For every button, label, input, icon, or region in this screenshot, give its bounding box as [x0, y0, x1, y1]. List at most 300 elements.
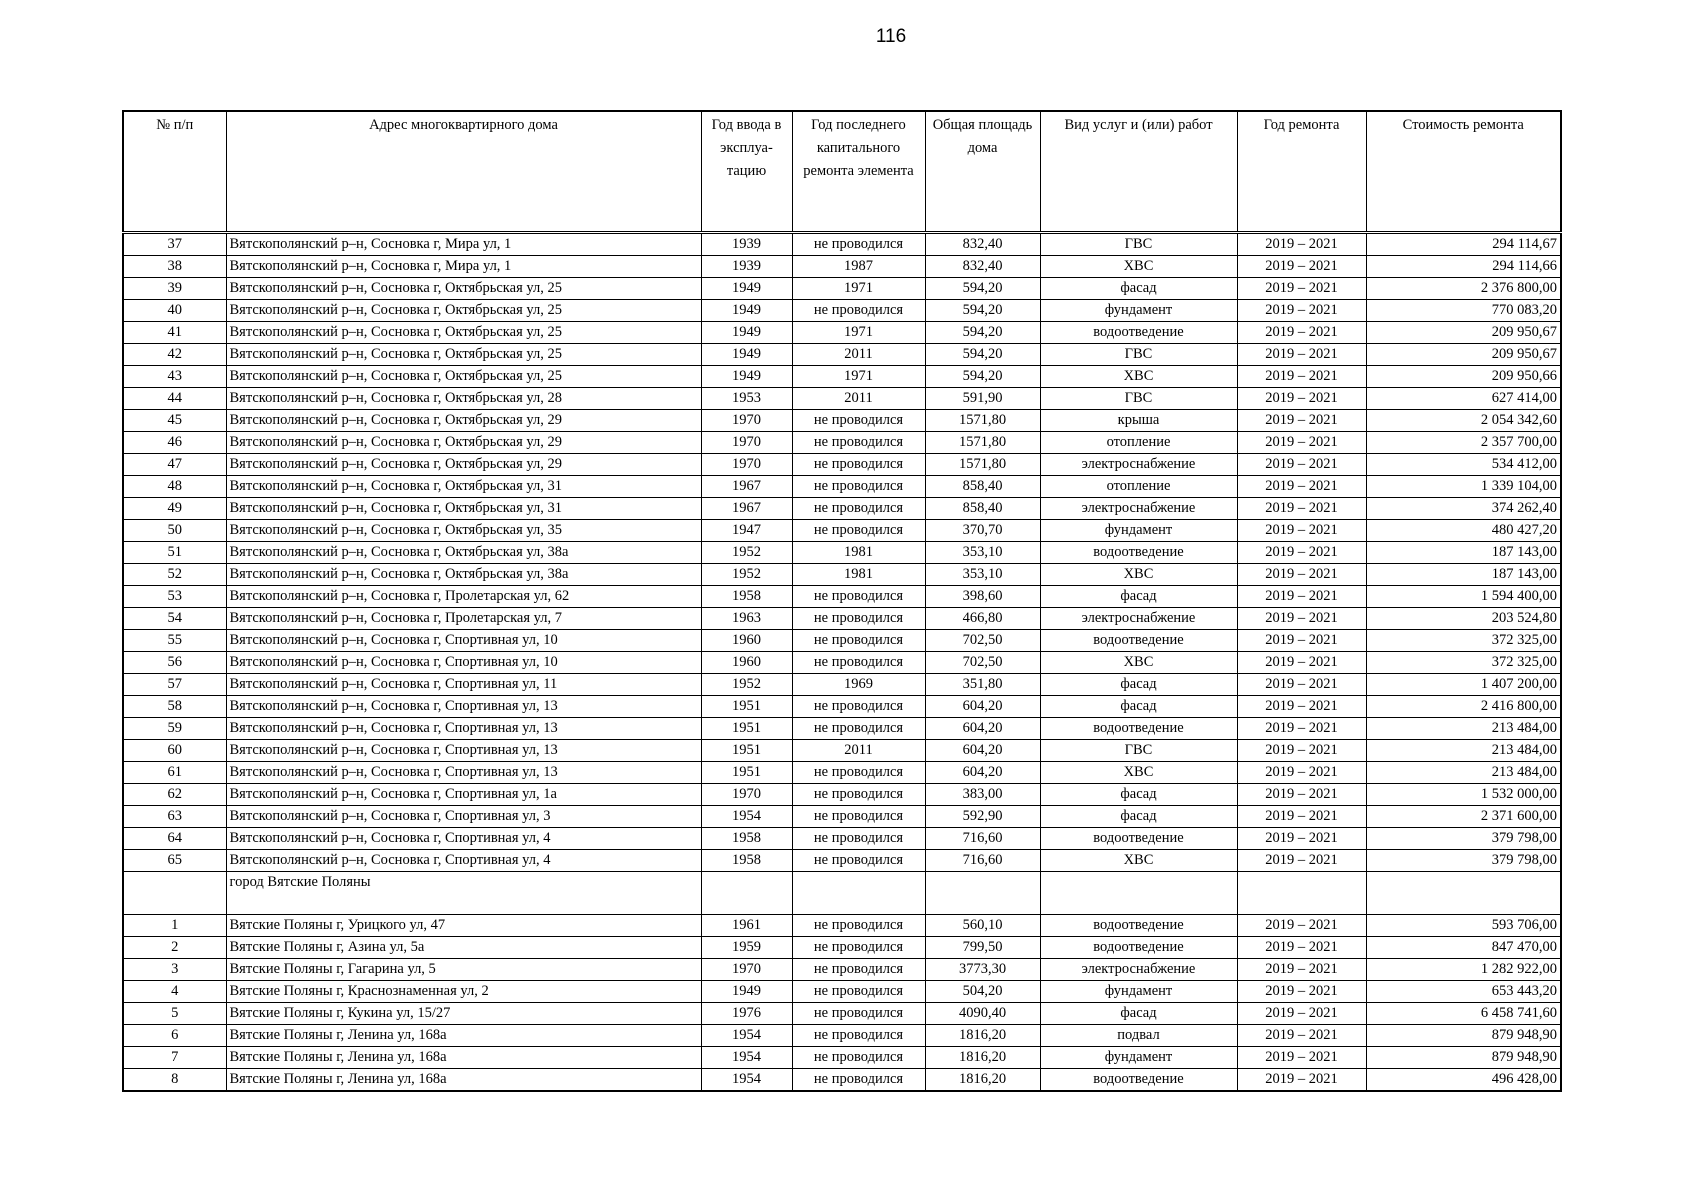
- row-commission-year: 1947: [701, 520, 792, 542]
- row-repair-period: 2019 – 2021: [1237, 278, 1366, 300]
- row-address: Вятские Поляны г, Ленина ул, 168а: [226, 1069, 701, 1092]
- table-row: [123, 959, 1561, 981]
- row-address: Вятскополянский р–н, Сосновка г, Октябрьская ул, 38а: [226, 564, 701, 586]
- row-total-area: 594,20: [925, 366, 1040, 388]
- row-commission-year: 1951: [701, 696, 792, 718]
- table-row: [123, 608, 1561, 630]
- row-repair-period: 2019 – 2021: [1237, 652, 1366, 674]
- row-repair-period: 2019 – 2021: [1237, 608, 1366, 630]
- row-last-repair-year: не проводился: [792, 410, 925, 432]
- row-last-repair-year: не проводился: [792, 498, 925, 520]
- row-repair-cost: 1 407 200,00: [1366, 674, 1561, 696]
- row-work-type: отопление: [1040, 432, 1237, 454]
- row-work-type: ГВС: [1040, 388, 1237, 410]
- row-total-area: 832,40: [925, 256, 1040, 278]
- row-address: Вятскополянский р–н, Сосновка г, Спортивная ул, 4: [226, 828, 701, 850]
- row-repair-cost: 209 950,67: [1366, 344, 1561, 366]
- section-empty-cell: [792, 872, 925, 915]
- row-last-repair-year: не проводился: [792, 981, 925, 1003]
- table-row: [123, 233, 1561, 256]
- row-work-type: водоотведение: [1040, 828, 1237, 850]
- row-commission-year: 1958: [701, 850, 792, 872]
- row-last-repair-year: 1987: [792, 256, 925, 278]
- row-number: 51: [123, 542, 226, 564]
- row-repair-cost: 627 414,00: [1366, 388, 1561, 410]
- table-row: [123, 981, 1561, 1003]
- row-repair-period: 2019 – 2021: [1237, 454, 1366, 476]
- row-repair-period: 2019 – 2021: [1237, 828, 1366, 850]
- table-row: [123, 696, 1561, 718]
- table-row: [123, 366, 1561, 388]
- row-repair-cost: 2 357 700,00: [1366, 432, 1561, 454]
- row-address: Вятские Поляны г, Ленина ул, 168а: [226, 1025, 701, 1047]
- row-repair-cost: 213 484,00: [1366, 740, 1561, 762]
- row-repair-period: 2019 – 2021: [1237, 981, 1366, 1003]
- row-work-type: фасад: [1040, 1003, 1237, 1025]
- row-repair-period: 2019 – 2021: [1237, 784, 1366, 806]
- section-empty-cell: [123, 872, 226, 915]
- row-address: Вятскополянский р–н, Сосновка г, Октябрьская ул, 25: [226, 344, 701, 366]
- section-empty-cell: [1237, 872, 1366, 915]
- row-work-type: ХВС: [1040, 564, 1237, 586]
- row-repair-cost: 209 950,67: [1366, 322, 1561, 344]
- table-row: [123, 388, 1561, 410]
- row-commission-year: 1954: [701, 1025, 792, 1047]
- row-work-type: фасад: [1040, 696, 1237, 718]
- table-row: [123, 586, 1561, 608]
- row-commission-year: 1939: [701, 233, 792, 256]
- table-row: [123, 806, 1561, 828]
- row-last-repair-year: 1981: [792, 542, 925, 564]
- row-repair-period: 2019 – 2021: [1237, 476, 1366, 498]
- row-work-type: фундамент: [1040, 1047, 1237, 1069]
- row-last-repair-year: не проводился: [792, 696, 925, 718]
- row-total-area: 4090,40: [925, 1003, 1040, 1025]
- row-work-type: отопление: [1040, 476, 1237, 498]
- row-repair-period: 2019 – 2021: [1237, 718, 1366, 740]
- row-address: Вятскополянский р–н, Сосновка г, Октябрьская ул, 31: [226, 476, 701, 498]
- row-number: 4: [123, 981, 226, 1003]
- row-last-repair-year: 2011: [792, 740, 925, 762]
- row-work-type: электроснабжение: [1040, 498, 1237, 520]
- row-repair-cost: 1 532 000,00: [1366, 784, 1561, 806]
- row-total-area: 604,20: [925, 696, 1040, 718]
- row-total-area: 1816,20: [925, 1069, 1040, 1092]
- row-total-area: 702,50: [925, 652, 1040, 674]
- row-repair-period: 2019 – 2021: [1237, 674, 1366, 696]
- row-number: 61: [123, 762, 226, 784]
- header-last-repair-year: Год последнего капитального ремонта элемента: [792, 111, 925, 233]
- row-total-area: 799,50: [925, 937, 1040, 959]
- header-commission-year: Год ввода в эксплуа- тацию: [701, 111, 792, 233]
- row-total-area: 591,90: [925, 388, 1040, 410]
- row-number: 50: [123, 520, 226, 542]
- row-number: 62: [123, 784, 226, 806]
- row-address: Вятскополянский р–н, Сосновка г, Октябрьская ул, 28: [226, 388, 701, 410]
- row-last-repair-year: не проводился: [792, 915, 925, 937]
- row-number: 46: [123, 432, 226, 454]
- row-work-type: подвал: [1040, 1025, 1237, 1047]
- row-address: Вятские Поляны г, Гагарина ул, 5: [226, 959, 701, 981]
- row-number: 45: [123, 410, 226, 432]
- row-number: 56: [123, 652, 226, 674]
- row-last-repair-year: не проводился: [792, 959, 925, 981]
- row-number: 49: [123, 498, 226, 520]
- row-number: 58: [123, 696, 226, 718]
- row-last-repair-year: не проводился: [792, 300, 925, 322]
- row-number: 2: [123, 937, 226, 959]
- row-last-repair-year: 1971: [792, 278, 925, 300]
- row-repair-cost: 2 376 800,00: [1366, 278, 1561, 300]
- row-number: 55: [123, 630, 226, 652]
- row-address: Вятскополянский р–н, Сосновка г, Спортивная ул, 3: [226, 806, 701, 828]
- row-address: Вятскополянский р–н, Сосновка г, Спортивная ул, 13: [226, 696, 701, 718]
- header-work-type: Вид услуг и (или) работ: [1040, 111, 1237, 233]
- row-work-type: фасад: [1040, 586, 1237, 608]
- row-repair-cost: 1 339 104,00: [1366, 476, 1561, 498]
- row-commission-year: 1949: [701, 981, 792, 1003]
- row-commission-year: 1967: [701, 498, 792, 520]
- row-number: 53: [123, 586, 226, 608]
- table-row: [123, 542, 1561, 564]
- row-work-type: ГВС: [1040, 740, 1237, 762]
- section-empty-cell: [701, 872, 792, 915]
- row-number: 63: [123, 806, 226, 828]
- row-address: Вятскополянский р–н, Сосновка г, Спортивная ул, 4: [226, 850, 701, 872]
- row-total-area: 3773,30: [925, 959, 1040, 981]
- row-commission-year: 1949: [701, 300, 792, 322]
- row-work-type: водоотведение: [1040, 322, 1237, 344]
- table-row: [123, 915, 1561, 937]
- row-address: Вятские Поляны г, Кукина ул, 15/27: [226, 1003, 701, 1025]
- row-repair-cost: 372 325,00: [1366, 652, 1561, 674]
- table-row: [123, 1069, 1561, 1092]
- row-repair-period: 2019 – 2021: [1237, 366, 1366, 388]
- row-work-type: ГВС: [1040, 233, 1237, 256]
- row-number: 6: [123, 1025, 226, 1047]
- row-total-area: 351,80: [925, 674, 1040, 696]
- row-last-repair-year: 1969: [792, 674, 925, 696]
- row-work-type: водоотведение: [1040, 542, 1237, 564]
- row-work-type: фасад: [1040, 806, 1237, 828]
- row-address: Вятскополянский р–н, Сосновка г, Октябрьская ул, 25: [226, 278, 701, 300]
- row-repair-period: 2019 – 2021: [1237, 388, 1366, 410]
- row-commission-year: 1967: [701, 476, 792, 498]
- row-work-type: водоотведение: [1040, 915, 1237, 937]
- row-repair-cost: 534 412,00: [1366, 454, 1561, 476]
- row-repair-cost: 2 054 342,60: [1366, 410, 1561, 432]
- row-repair-cost: 2 416 800,00: [1366, 696, 1561, 718]
- row-number: 54: [123, 608, 226, 630]
- row-repair-cost: 213 484,00: [1366, 718, 1561, 740]
- table-row: [123, 564, 1561, 586]
- row-total-area: 604,20: [925, 740, 1040, 762]
- row-commission-year: 1970: [701, 784, 792, 806]
- row-number: 48: [123, 476, 226, 498]
- row-address: Вятскополянский р–н, Сосновка г, Октябрьская ул, 35: [226, 520, 701, 542]
- table-row: [123, 344, 1561, 366]
- row-repair-cost: 879 948,90: [1366, 1025, 1561, 1047]
- table-row: [123, 784, 1561, 806]
- row-number: 5: [123, 1003, 226, 1025]
- repair-register-table: [122, 110, 1562, 1092]
- row-number: 64: [123, 828, 226, 850]
- row-number: 60: [123, 740, 226, 762]
- row-commission-year: 1963: [701, 608, 792, 630]
- row-work-type: ХВС: [1040, 850, 1237, 872]
- row-number: 43: [123, 366, 226, 388]
- row-work-type: водоотведение: [1040, 937, 1237, 959]
- row-total-area: 370,70: [925, 520, 1040, 542]
- row-last-repair-year: не проводился: [792, 1069, 925, 1092]
- row-last-repair-year: не проводился: [792, 652, 925, 674]
- row-total-area: 504,20: [925, 981, 1040, 1003]
- table-row: [123, 454, 1561, 476]
- row-total-area: 604,20: [925, 718, 1040, 740]
- row-last-repair-year: 1981: [792, 564, 925, 586]
- row-total-area: 1571,80: [925, 432, 1040, 454]
- table-row: [123, 740, 1561, 762]
- table-row: [123, 1047, 1561, 1069]
- row-repair-cost: 2 371 600,00: [1366, 806, 1561, 828]
- row-commission-year: 1951: [701, 762, 792, 784]
- header-repair-period: Год ремонта: [1237, 111, 1366, 233]
- row-repair-period: 2019 – 2021: [1237, 432, 1366, 454]
- header-address: Адрес многоквартирного дома: [226, 111, 701, 233]
- row-commission-year: 1960: [701, 652, 792, 674]
- table-row: [123, 630, 1561, 652]
- row-address: Вятскополянский р–н, Сосновка г, Октябрьская ул, 31: [226, 498, 701, 520]
- row-number: 65: [123, 850, 226, 872]
- table-row: [123, 300, 1561, 322]
- row-repair-cost: 1 282 922,00: [1366, 959, 1561, 981]
- section-header-row: [123, 872, 1561, 915]
- row-number: 8: [123, 1069, 226, 1092]
- row-repair-cost: 770 083,20: [1366, 300, 1561, 322]
- row-commission-year: 1954: [701, 806, 792, 828]
- row-last-repair-year: не проводился: [792, 233, 925, 256]
- row-commission-year: 1952: [701, 542, 792, 564]
- row-commission-year: 1954: [701, 1069, 792, 1092]
- row-commission-year: 1952: [701, 564, 792, 586]
- row-commission-year: 1949: [701, 366, 792, 388]
- header-number: № п/п: [123, 111, 226, 233]
- row-repair-period: 2019 – 2021: [1237, 542, 1366, 564]
- row-commission-year: 1951: [701, 718, 792, 740]
- row-repair-cost: 294 114,67: [1366, 233, 1561, 256]
- row-address: Вятскополянский р–н, Сосновка г, Октябрьская ул, 38а: [226, 542, 701, 564]
- row-address: Вятскополянский р–н, Сосновка г, Мира ул, 1: [226, 233, 701, 256]
- row-repair-period: 2019 – 2021: [1237, 520, 1366, 542]
- row-last-repair-year: не проводился: [792, 476, 925, 498]
- table-row: [123, 476, 1561, 498]
- row-total-area: 858,40: [925, 476, 1040, 498]
- row-repair-cost: 209 950,66: [1366, 366, 1561, 388]
- row-work-type: электроснабжение: [1040, 959, 1237, 981]
- row-address: Вятскополянский р–н, Сосновка г, Октябрьская ул, 29: [226, 410, 701, 432]
- row-address: Вятскополянский р–н, Сосновка г, Спортивная ул, 13: [226, 718, 701, 740]
- row-commission-year: 1951: [701, 740, 792, 762]
- table-row: [123, 828, 1561, 850]
- row-commission-year: 1953: [701, 388, 792, 410]
- table-row: [123, 850, 1561, 872]
- table-row: [123, 674, 1561, 696]
- row-commission-year: 1959: [701, 937, 792, 959]
- row-work-type: электроснабжение: [1040, 608, 1237, 630]
- row-total-area: 560,10: [925, 915, 1040, 937]
- table-row: [123, 1025, 1561, 1047]
- row-last-repair-year: не проводился: [792, 828, 925, 850]
- section-empty-cell: [1040, 872, 1237, 915]
- row-address: Вятскополянский р–н, Сосновка г, Пролетарская ул, 7: [226, 608, 701, 630]
- row-total-area: 1571,80: [925, 454, 1040, 476]
- row-address: Вятскополянский р–н, Сосновка г, Спортивная ул, 13: [226, 740, 701, 762]
- row-number: 44: [123, 388, 226, 410]
- row-commission-year: 1949: [701, 278, 792, 300]
- row-last-repair-year: не проводился: [792, 454, 925, 476]
- row-last-repair-year: не проводился: [792, 520, 925, 542]
- row-address: Вятскополянский р–н, Сосновка г, Спортивная ул, 1а: [226, 784, 701, 806]
- row-last-repair-year: 2011: [792, 344, 925, 366]
- row-repair-period: 2019 – 2021: [1237, 1003, 1366, 1025]
- row-work-type: водоотведение: [1040, 630, 1237, 652]
- row-last-repair-year: не проводился: [792, 432, 925, 454]
- row-address: Вятские Поляны г, Краснознаменная ул, 2: [226, 981, 701, 1003]
- row-last-repair-year: не проводился: [792, 630, 925, 652]
- row-repair-period: 2019 – 2021: [1237, 410, 1366, 432]
- row-repair-cost: 187 143,00: [1366, 542, 1561, 564]
- row-total-area: 832,40: [925, 233, 1040, 256]
- row-work-type: водоотведение: [1040, 1069, 1237, 1092]
- row-last-repair-year: не проводился: [792, 850, 925, 872]
- row-total-area: 716,60: [925, 828, 1040, 850]
- row-work-type: фасад: [1040, 278, 1237, 300]
- row-commission-year: 1952: [701, 674, 792, 696]
- row-work-type: ГВС: [1040, 344, 1237, 366]
- row-number: 1: [123, 915, 226, 937]
- section-empty-cell: [925, 872, 1040, 915]
- row-repair-period: 2019 – 2021: [1237, 1025, 1366, 1047]
- row-work-type: фундамент: [1040, 981, 1237, 1003]
- row-repair-cost: 203 524,80: [1366, 608, 1561, 630]
- row-repair-period: 2019 – 2021: [1237, 630, 1366, 652]
- row-last-repair-year: 2011: [792, 388, 925, 410]
- row-repair-period: 2019 – 2021: [1237, 762, 1366, 784]
- row-number: 57: [123, 674, 226, 696]
- row-repair-cost: 372 325,00: [1366, 630, 1561, 652]
- row-repair-cost: 847 470,00: [1366, 937, 1561, 959]
- row-last-repair-year: не проводился: [792, 1047, 925, 1069]
- row-repair-period: 2019 – 2021: [1237, 806, 1366, 828]
- row-commission-year: 1976: [701, 1003, 792, 1025]
- row-total-area: 353,10: [925, 542, 1040, 564]
- row-repair-period: 2019 – 2021: [1237, 498, 1366, 520]
- row-repair-period: 2019 – 2021: [1237, 1047, 1366, 1069]
- row-commission-year: 1949: [701, 344, 792, 366]
- row-repair-cost: 653 443,20: [1366, 981, 1561, 1003]
- row-commission-year: 1970: [701, 410, 792, 432]
- row-commission-year: 1960: [701, 630, 792, 652]
- row-number: 3: [123, 959, 226, 981]
- page-number: 116: [875, 26, 907, 47]
- row-total-area: 604,20: [925, 762, 1040, 784]
- row-repair-cost: 379 798,00: [1366, 828, 1561, 850]
- row-number: 59: [123, 718, 226, 740]
- row-repair-period: 2019 – 2021: [1237, 300, 1366, 322]
- table-row: [123, 652, 1561, 674]
- row-repair-cost: 379 798,00: [1366, 850, 1561, 872]
- row-repair-period: 2019 – 2021: [1237, 586, 1366, 608]
- row-number: 47: [123, 454, 226, 476]
- row-repair-period: 2019 – 2021: [1237, 740, 1366, 762]
- row-address: Вятскополянский р–н, Сосновка г, Октябрьская ул, 25: [226, 366, 701, 388]
- row-address: Вятскополянский р–н, Сосновка г, Пролетарская ул, 62: [226, 586, 701, 608]
- row-last-repair-year: не проводился: [792, 608, 925, 630]
- table-body: [123, 233, 1561, 1092]
- row-work-type: крыша: [1040, 410, 1237, 432]
- row-total-area: 592,90: [925, 806, 1040, 828]
- row-repair-cost: 187 143,00: [1366, 564, 1561, 586]
- row-repair-cost: 374 262,40: [1366, 498, 1561, 520]
- row-work-type: фасад: [1040, 674, 1237, 696]
- row-last-repair-year: не проводился: [792, 1003, 925, 1025]
- row-work-type: ХВС: [1040, 256, 1237, 278]
- row-repair-period: 2019 – 2021: [1237, 344, 1366, 366]
- row-commission-year: 1958: [701, 586, 792, 608]
- row-last-repair-year: 1971: [792, 322, 925, 344]
- row-address: Вятскополянский р–н, Сосновка г, Октябрьская ул, 25: [226, 322, 701, 344]
- row-number: 38: [123, 256, 226, 278]
- row-total-area: 858,40: [925, 498, 1040, 520]
- row-work-type: электроснабжение: [1040, 454, 1237, 476]
- row-repair-period: 2019 – 2021: [1237, 696, 1366, 718]
- row-number: 40: [123, 300, 226, 322]
- row-repair-period: 2019 – 2021: [1237, 1069, 1366, 1092]
- row-address: Вятскополянский р–н, Сосновка г, Октябрьская ул, 25: [226, 300, 701, 322]
- table-row: [123, 278, 1561, 300]
- row-last-repair-year: не проводился: [792, 586, 925, 608]
- row-commission-year: 1954: [701, 1047, 792, 1069]
- row-commission-year: 1970: [701, 454, 792, 476]
- header-row: [123, 111, 1561, 233]
- row-total-area: 383,00: [925, 784, 1040, 806]
- table-row: [123, 256, 1561, 278]
- row-repair-period: 2019 – 2021: [1237, 256, 1366, 278]
- row-total-area: 1571,80: [925, 410, 1040, 432]
- row-work-type: ХВС: [1040, 652, 1237, 674]
- row-repair-cost: 213 484,00: [1366, 762, 1561, 784]
- row-address: Вятскополянский р–н, Сосновка г, Спортивная ул, 11: [226, 674, 701, 696]
- row-number: 42: [123, 344, 226, 366]
- row-commission-year: 1949: [701, 322, 792, 344]
- row-last-repair-year: не проводился: [792, 784, 925, 806]
- row-repair-period: 2019 – 2021: [1237, 233, 1366, 256]
- row-work-type: фасад: [1040, 784, 1237, 806]
- section-empty-cell: [1366, 872, 1561, 915]
- section-title: город Вятские Поляны: [226, 872, 701, 915]
- row-address: Вятскополянский р–н, Сосновка г, Мира ул, 1: [226, 256, 701, 278]
- table-row: [123, 1003, 1561, 1025]
- row-total-area: 594,20: [925, 322, 1040, 344]
- row-total-area: 1816,20: [925, 1025, 1040, 1047]
- row-repair-period: 2019 – 2021: [1237, 915, 1366, 937]
- row-work-type: ХВС: [1040, 762, 1237, 784]
- row-repair-period: 2019 – 2021: [1237, 850, 1366, 872]
- table-row: [123, 432, 1561, 454]
- row-total-area: 702,50: [925, 630, 1040, 652]
- table-row: [123, 410, 1561, 432]
- table-row: [123, 718, 1561, 740]
